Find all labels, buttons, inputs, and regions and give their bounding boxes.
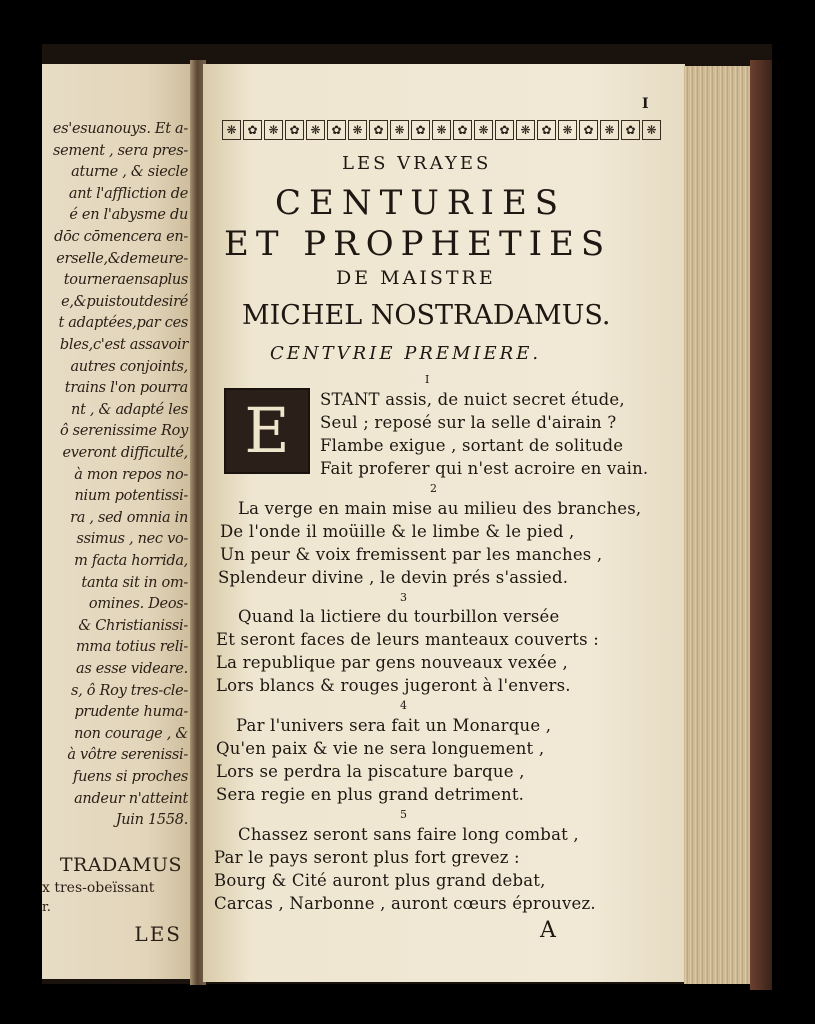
initial-letter: E (244, 394, 290, 467)
decorated-initial (224, 388, 310, 474)
left-page-line: à mon repos no- (74, 466, 188, 483)
verse-line: De l'onde il moüille & le limbe & le pied , (220, 522, 575, 541)
page-edges (684, 66, 754, 984)
left-page-line: fuens si proches (73, 769, 188, 785)
quatrain-number: 2 (430, 482, 437, 495)
left-page-catchword: LES (134, 922, 182, 946)
ornament-flower-icon: ❋ (432, 120, 451, 140)
left-page-line: as esse videare. (75, 661, 188, 677)
quatrain-number: 3 (400, 591, 407, 604)
verse-line: Un peur & voix fremissent par les manches , (220, 545, 603, 564)
book-cover (750, 60, 772, 990)
left-page-line: m facta horrida, (74, 553, 188, 569)
verse-line: Sera regie en plus grand detriment. (216, 785, 525, 804)
ornament-flower-icon: ❋ (390, 120, 409, 140)
left-page-line: dōc cōmencera en- (54, 229, 188, 245)
left-page-subscript: x tres-obeïssant (42, 880, 155, 896)
verse-line: Par l'univers sera fait un Monarque , (236, 716, 552, 735)
left-page-line: é en l'abysme du (69, 207, 188, 224)
left-page-signature: TRADAMUS (59, 854, 182, 876)
ornament-flower-icon: ❋ (264, 120, 283, 140)
ornament-flower-icon: ✿ (537, 120, 556, 140)
left-page-line: erselle,&demeure- (56, 250, 188, 267)
ornament-flower-icon: ✿ (369, 120, 388, 140)
left-page (42, 64, 192, 979)
left-page-line: tanta sit in om- (81, 574, 188, 591)
verse-line: La verge en main mise au milieu des branches, (238, 499, 642, 518)
title-line-5: MICHEL NOSTRADAMUS. (242, 300, 611, 331)
left-page-line: t adaptées,par ces (58, 315, 188, 332)
ornament-flower-icon: ❋ (474, 120, 493, 140)
left-page-line: mma totius reli- (75, 639, 188, 656)
title-line-3: ET PROPHETIES (224, 224, 612, 264)
ornament-flower-icon: ❋ (306, 120, 325, 140)
left-page-line: ô serenissime Roy (59, 423, 188, 440)
left-page-line: à vôtre serenissi- (67, 747, 188, 764)
left-page-line: tourneraensaplus (63, 272, 188, 289)
ornament-flower-icon: ✿ (453, 120, 472, 140)
verse-line: Bourg & Cité auront plus grand debat, (214, 871, 546, 890)
left-page-line: ant l'affliction de (68, 185, 188, 202)
left-page-line: omines. Deos- (88, 596, 188, 613)
left-page-line: non courage , & (74, 725, 188, 742)
left-page-subscript-2: r. (42, 900, 51, 915)
verse-line: Seul ; reposé sur la selle d'airain ? (320, 413, 617, 432)
ornament-flower-icon: ✿ (285, 120, 304, 140)
ornament-flower-icon: ❋ (600, 120, 619, 140)
left-page-line: aturne , & siecle (71, 164, 188, 181)
title-line-1: LES VRAYES (342, 153, 492, 174)
ornament-flower-icon: ✿ (621, 120, 640, 140)
folio-number: I (642, 96, 649, 112)
signature-mark: A (540, 918, 556, 943)
left-page-line: & Christianissi- (78, 617, 188, 634)
ornament-flower-icon: ❋ (222, 120, 241, 140)
title-line-2: CENTURIES (275, 183, 567, 223)
verse-line: Lors blancs & rouges jugeront à l'envers. (216, 676, 571, 695)
left-page-line: e,&puistoutdesiré (61, 293, 188, 310)
ornament-flower-icon: ❋ (348, 120, 367, 140)
verse-line: La republique par gens nouveaux vexée , (216, 653, 568, 672)
verse-line: Lors se perdra la piscature barque , (216, 762, 525, 781)
left-page-line: bles,c'est assavoir (59, 337, 188, 353)
quatrain-number: 5 (400, 808, 407, 821)
left-page-line: trains l'on pourra (64, 380, 188, 397)
verse-line: Quand la lictiere du tourbillon versée (238, 607, 560, 626)
left-page-line: nt , & adapté les (71, 401, 188, 418)
ornament-band (222, 120, 657, 144)
ornament-flower-icon: ✿ (495, 120, 514, 140)
verse-line: Par le pays seront plus fort grevez : (214, 848, 520, 867)
left-page-line: autres conjoints, (70, 358, 188, 375)
ornament-flower-icon: ❋ (558, 120, 577, 140)
verse-line: Chassez seront sans faire long combat , (238, 825, 579, 844)
ornament-flower-icon: ✿ (411, 120, 430, 140)
section-heading: CENTVRIE PREMIERE. (270, 343, 542, 364)
left-page-line: ra , sed omnia in (70, 509, 188, 526)
ornament-flower-icon: ✿ (579, 120, 598, 140)
quatrain-number: 4 (400, 699, 407, 712)
verse-line: Fait proferer qui n'est acroire en vain. (320, 459, 649, 478)
left-page-line: everont difficulté, (62, 445, 188, 461)
quatrain-number: I (425, 373, 430, 386)
left-page-line: nium potentissi- (74, 488, 188, 505)
verse-line: Splendeur divine , le devin prés s'assied. (218, 568, 569, 587)
ornament-flower-icon: ✿ (327, 120, 346, 140)
left-page-line: andeur n'atteint (74, 790, 188, 807)
title-line-4: DE MAISTRE (336, 267, 496, 289)
verse-line: Qu'en paix & vie ne sera longuement , (216, 739, 545, 758)
verse-line: STANT assis, de nuict secret étude, (320, 390, 625, 409)
left-page-line: prudente huma- (74, 704, 188, 721)
verse-line: Flambe exigue , sortant de solitude (320, 436, 624, 455)
left-page-line: Juin 1558. (115, 812, 188, 829)
verse-line: Carcas , Narbonne , auront cœurs éprouvez. (214, 894, 596, 913)
ornament-flower-icon: ❋ (516, 120, 535, 140)
left-page-line: sement , sera pres- (53, 142, 188, 159)
ornament-flower-icon: ✿ (243, 120, 262, 140)
left-page-line: ssimus , nec vo- (76, 531, 188, 548)
left-page-line: es'esuanouys. Et a- (52, 121, 188, 137)
verse-line: Et seront faces de leurs manteaux couverts : (216, 630, 599, 649)
ornament-flower-icon: ❋ (642, 120, 661, 140)
left-page-line: s, ô Roy tres-cle- (71, 682, 188, 699)
